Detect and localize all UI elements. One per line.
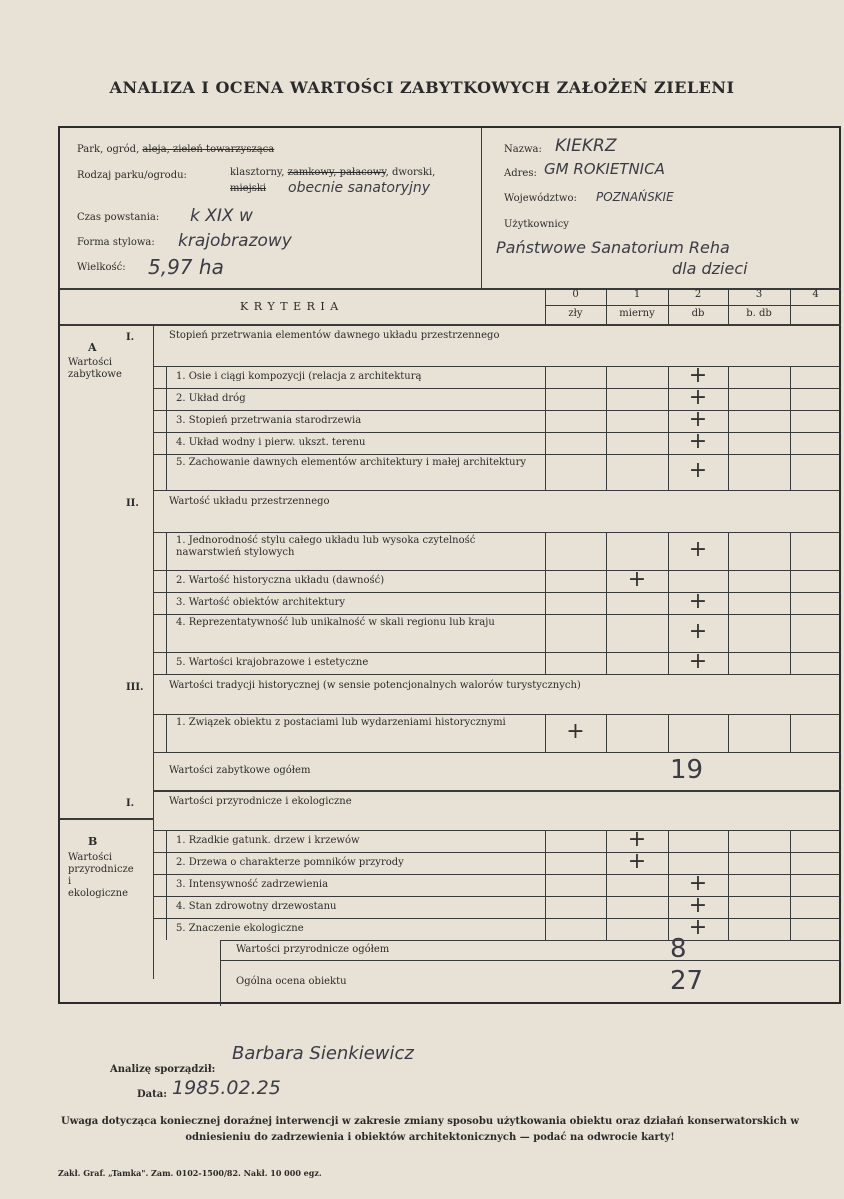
score-mark-2: +: [688, 589, 708, 614]
score-col-line: [728, 592, 729, 614]
group-roman: I.: [126, 332, 135, 343]
score-col-line: [790, 592, 791, 614]
score-col-line: [668, 366, 669, 388]
score-head-4: 4: [812, 289, 819, 300]
row-line: [153, 896, 841, 897]
score-col-line: [545, 614, 546, 652]
total-label: Ogólna ocena obiektu: [236, 976, 347, 987]
score-mark-1: +: [627, 827, 647, 852]
kind-monastery: klasztorny,: [230, 167, 288, 178]
kind-urban: miejski: [230, 183, 267, 194]
row-line: [153, 852, 841, 853]
score-col-line: [728, 614, 729, 652]
section-a-name: Wartości zabytkowe: [68, 357, 122, 380]
intervention-note: Uwaga dotycząca koniecznej doraźnej interwencji w zakresie zmiany sposobu użytkowania obiektu oraz działań konserwatorskich w odniesieniu do zadrzewienia i obiektów architektonicznych — podać na odwrocie karty!: [61, 1116, 799, 1143]
score-mark-2: +: [688, 363, 708, 388]
score-col-line: [790, 570, 791, 592]
score-mark-0: +: [566, 719, 585, 744]
score-col-line: [606, 366, 607, 388]
score-col-line: [668, 388, 669, 410]
overall-left-line: [220, 940, 221, 1006]
group-line: [153, 324, 841, 325]
score-col-line: [668, 874, 669, 896]
row-line: [153, 652, 841, 653]
group-roman: II.: [126, 498, 139, 509]
score-label-1: mierny: [619, 308, 655, 319]
score-col-line: [545, 410, 546, 432]
time-value: k XIX w: [190, 206, 253, 226]
score-col-line: [668, 592, 669, 614]
score-head-col-3: [728, 288, 729, 324]
score-col-line: [545, 570, 546, 592]
score-mark-2: +: [688, 915, 708, 940]
row-indent-line: [166, 652, 167, 674]
score-col-line: [728, 410, 729, 432]
score-col-line: [545, 852, 546, 874]
score-col-line: [545, 830, 546, 852]
kind-manor: , dworski,: [385, 167, 436, 178]
score-col-line: [728, 896, 729, 918]
criterion-label: 1. Rzadkie gatunk. drzew i krzewów: [176, 835, 360, 846]
criterion-label: 4. Reprezentatywność lub unikalność w skali regionu lub kraju: [176, 617, 495, 628]
row-indent-line: [166, 874, 167, 896]
score-col-line: [545, 432, 546, 454]
row-line: [153, 532, 841, 533]
score-col-line: [668, 830, 669, 852]
score-head-3: 3: [755, 289, 763, 300]
group-line: [153, 490, 841, 491]
criterion-label: 3. Wartość obiektów architektury: [176, 597, 346, 608]
printer-info: Zakł. Graf. „Tamka". Zam. 0102-1500/82. Nakł. 10 000 egz.: [58, 1168, 322, 1178]
score-col-line: [728, 652, 729, 674]
score-col-line: [668, 896, 669, 918]
score-col-line: [545, 874, 546, 896]
score-head-col-0: [545, 288, 546, 324]
total-line: [220, 940, 841, 941]
voivodeship-label: Województwo:: [504, 193, 577, 204]
score-col-line: [545, 714, 546, 752]
style-label: Forma stylowa:: [77, 237, 155, 248]
score-col-line: [606, 852, 607, 874]
score-col-line: [790, 652, 791, 674]
row-line: [153, 432, 841, 433]
assessment-form: [58, 126, 841, 1004]
group-line: [153, 790, 841, 791]
criterion-label: 4. Stan zdrowotny drzewostanu: [176, 901, 337, 912]
name-value: KIEKRZ: [555, 136, 617, 156]
criterion-label: 5. Wartości krajobrazowe i estetyczne: [176, 657, 369, 668]
criterion-label: 2. Układ dróg: [176, 393, 246, 404]
score-head-0: 0: [572, 289, 579, 300]
score-col-line: [668, 918, 669, 940]
score-col-line: [790, 714, 791, 752]
score-label-0: zły: [568, 308, 583, 319]
score-col-line: [790, 532, 791, 570]
kind-label: Rodzaj parku/ogrodu:: [77, 170, 187, 181]
row-indent-line: [166, 454, 167, 490]
score-col-line: [728, 874, 729, 896]
score-head-1: 1: [633, 289, 641, 300]
score-head-col-2: [668, 288, 669, 324]
score-col-line: [545, 366, 546, 388]
score-mark-2: +: [688, 407, 708, 432]
total-line: [153, 752, 841, 753]
group-title: Wartość układu przestrzennego: [169, 496, 330, 507]
group-line: [153, 674, 841, 675]
score-label-2: db: [691, 308, 705, 319]
address-label: Adres:: [504, 168, 537, 179]
group-title: Wartości tradycji historycznej (w sensie potencjonalnych walorów turystycznych): [169, 680, 581, 691]
criterion-label: 3. Intensywność zadrzewienia: [176, 879, 329, 890]
score-col-line: [728, 432, 729, 454]
score-col-line: [790, 852, 791, 874]
prepared-by-label: Analizę sporządził:: [110, 1064, 216, 1075]
score-col-line: [668, 532, 669, 570]
score-col-line: [606, 454, 607, 490]
score-mark-2: +: [688, 429, 708, 454]
row-indent-line: [166, 532, 167, 570]
score-mark-1: +: [627, 567, 647, 592]
score-col-line: [606, 532, 607, 570]
total-value: 19: [670, 755, 704, 785]
score-head-col-1: [606, 288, 607, 324]
score-col-line: [606, 614, 607, 652]
row-line: [153, 830, 841, 831]
score-col-line: [545, 592, 546, 614]
row-indent-line: [166, 570, 167, 592]
score-mark-2: +: [688, 458, 708, 483]
row-line: [153, 592, 841, 593]
row-line: [153, 454, 841, 455]
row-line: [153, 614, 841, 615]
total-value: 27: [670, 966, 704, 996]
total-label: Wartości przyrodnicze ogółem: [236, 944, 390, 955]
section-b-letter: B: [88, 835, 98, 848]
score-col-line: [606, 896, 607, 918]
date-value: 1985.02.25: [172, 1077, 281, 1099]
row-line: [153, 388, 841, 389]
kind-castle: zamkowy, pałacowy: [287, 167, 386, 178]
row-indent-line: [166, 410, 167, 432]
score-col-line: [545, 918, 546, 940]
score-col-line: [545, 896, 546, 918]
score-col-line: [728, 388, 729, 410]
score-col-line: [668, 614, 669, 652]
score-mark-2: +: [688, 649, 708, 674]
score-col-line: [606, 592, 607, 614]
score-mark-2: +: [688, 893, 708, 918]
score-col-line: [606, 570, 607, 592]
kind-value: obecnie sanatoryjny: [288, 180, 431, 196]
row-line: [153, 918, 841, 919]
group-title: Stopień przetrwania elementów dawnego układu przestrzennego: [169, 330, 500, 341]
criterion-label: 1. Związek obiektu z postaciami lub wydarzeniami historycznymi: [176, 717, 506, 728]
score-col-line: [728, 918, 729, 940]
score-col-line: [606, 410, 607, 432]
group-roman: III.: [126, 682, 144, 693]
score-head-col-4: [790, 288, 791, 324]
score-mark-2: +: [688, 619, 708, 644]
date-label: Data:: [137, 1089, 167, 1100]
score-col-line: [728, 532, 729, 570]
score-head-2: 2: [694, 289, 702, 300]
address-value: GM ROKIETNICA: [544, 160, 665, 178]
signature: Barbara Sienkiewicz: [232, 1043, 414, 1064]
criterion-label: 2. Drzewa o charakterze pomników przyrody: [176, 857, 404, 868]
score-col-line: [545, 388, 546, 410]
criterion-label: 1. Osie i ciągi kompozycji (relacja z architekturą: [176, 371, 422, 382]
criterion-label: 5. Zachowanie dawnych elementów architektury i małej architektury: [176, 457, 527, 468]
score-col-line: [790, 388, 791, 410]
score-col-line: [790, 830, 791, 852]
score-col-line: [790, 454, 791, 490]
section-b-name: Wartości przyrodnicze i ekologiczne: [68, 852, 134, 899]
score-col-line: [790, 410, 791, 432]
score-col-line: [728, 714, 729, 752]
score-mark-2: +: [688, 385, 708, 410]
row-line: [153, 874, 841, 875]
row-line: [153, 570, 841, 571]
score-col-line: [668, 852, 669, 874]
users-label: Użytkownicy: [504, 219, 569, 230]
score-col-line: [545, 454, 546, 490]
row-indent-line: [166, 366, 167, 388]
score-col-line: [606, 432, 607, 454]
kind-options: [230, 167, 435, 178]
score-col-line: [790, 918, 791, 940]
row-indent-line: [166, 614, 167, 652]
group-roman: I.: [126, 798, 135, 809]
score-col-line: [606, 714, 607, 752]
score-col-line: [545, 652, 546, 674]
criterion-label: 2. Wartość historyczna układu (dawność): [176, 575, 385, 586]
row-indent-line: [166, 432, 167, 454]
header-divider: [481, 128, 482, 288]
row-line: [153, 366, 841, 367]
score-col-line: [790, 896, 791, 918]
score-col-line: [790, 366, 791, 388]
score-col-line: [606, 874, 607, 896]
type-accompanying: towarzysząca: [202, 144, 275, 155]
score-col-line: [728, 366, 729, 388]
score-col-line: [728, 570, 729, 592]
row-indent-line: [166, 852, 167, 874]
score-col-line: [606, 652, 607, 674]
score-col-line: [668, 432, 669, 454]
score-mark-1: +: [627, 849, 647, 874]
type-park-garden: Park, ogród,: [77, 144, 143, 155]
criterion-label: 4. Układ wodny i pierw. ukszt. terenu: [176, 437, 366, 448]
row-indent-line: [166, 896, 167, 918]
criterion-label: 3. Stopień przetrwania starodrzewia: [176, 415, 362, 426]
score-col-line: [668, 570, 669, 592]
criteria-title: K R Y T E R I A: [240, 300, 340, 313]
score-label-3: b. db: [746, 308, 772, 319]
score-mark-2: +: [688, 537, 708, 562]
row-indent-line: [166, 592, 167, 614]
row-indent-line: [166, 714, 167, 752]
row-indent-line: [166, 388, 167, 410]
score-col-line: [606, 388, 607, 410]
document-title: ANALIZA I OCENA WARTOŚCI ZABYTKOWYCH ZAŁOŻEŃ ZIELENI: [109, 78, 735, 97]
section-separator: [60, 818, 153, 820]
section-a-letter: A: [88, 341, 97, 354]
score-col-line: [728, 852, 729, 874]
score-mark-2: +: [688, 871, 708, 896]
total-label: Wartości zabytkowe ogółem: [169, 765, 311, 776]
row-line: [153, 410, 841, 411]
time-label: Czas powstania:: [77, 212, 160, 223]
score-col-line: [606, 830, 607, 852]
score-col-line: [790, 874, 791, 896]
criterion-label: 5. Znaczenie ekologiczne: [176, 923, 304, 934]
type-struck: aleja, zieleń: [142, 144, 203, 155]
type-line: [77, 144, 274, 155]
voivodeship-value: POZNAŃSKIE: [596, 190, 674, 204]
name-label: Nazwa:: [504, 144, 542, 155]
score-col-line: [668, 652, 669, 674]
score-col-line: [790, 614, 791, 652]
criterion-label: 1. Jednorodność stylu całego układu lub wysoka czytelność nawarstwień stylowych: [176, 535, 476, 558]
size-value: 5,97 ha: [148, 255, 224, 279]
score-col-line: [728, 454, 729, 490]
total-value: 8: [670, 934, 687, 964]
score-col-line: [668, 410, 669, 432]
row-indent-line: [166, 918, 167, 940]
users-value-2: dla dzieci: [672, 259, 748, 278]
score-head-mid-line: [545, 305, 841, 306]
users-value-1: Państwowe Sanatorium Reha: [496, 238, 730, 257]
score-col-line: [668, 454, 669, 490]
style-value: krajobrazowy: [178, 231, 292, 251]
score-col-line: [668, 714, 669, 752]
score-col-line: [606, 918, 607, 940]
score-col-line: [728, 830, 729, 852]
row-indent-line: [166, 830, 167, 852]
row-line: [153, 714, 841, 715]
group-title: Wartości przyrodnicze i ekologiczne: [169, 796, 352, 807]
score-col-line: [790, 432, 791, 454]
size-label: Wielkość:: [77, 262, 126, 273]
score-col-line: [545, 532, 546, 570]
total-line: [220, 960, 841, 961]
